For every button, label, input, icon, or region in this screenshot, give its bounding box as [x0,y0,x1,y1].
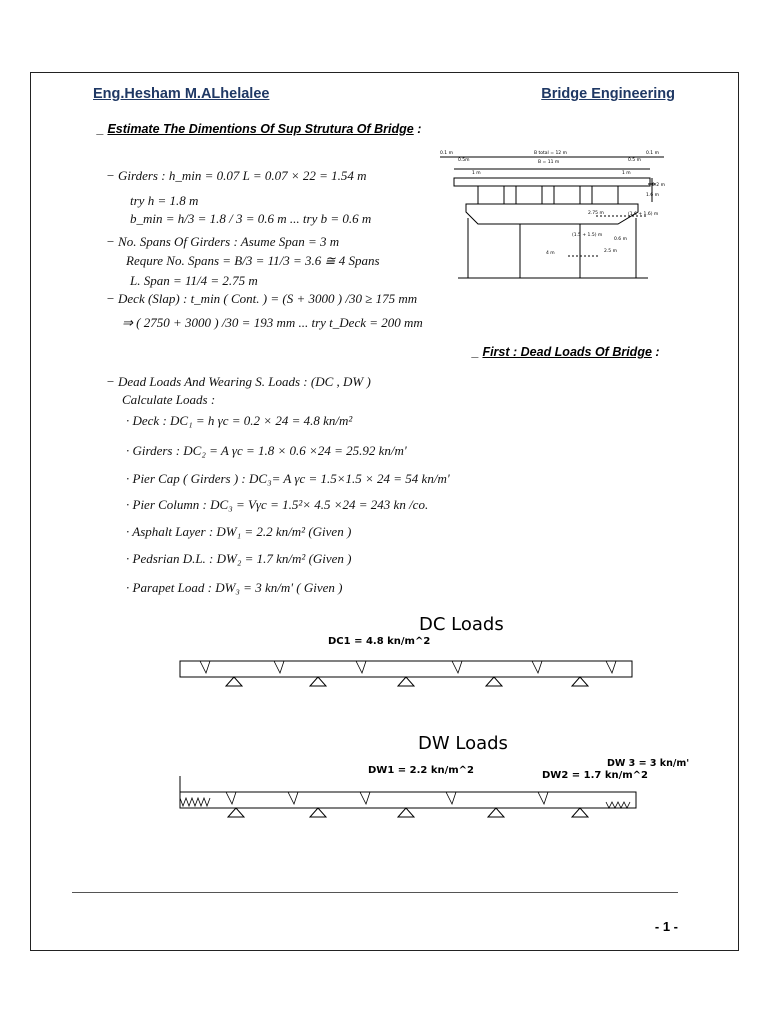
eq-calc-loads: Calculate Loads : [122,392,216,407]
eq-require-spans: Requre No. Spans = B/3 = 11/3 = 3.6 ≅ 4 Spans [126,253,380,268]
bridge-label-12: (1.5 + 1.5) m [572,233,603,238]
bridge-label-9: 1.6 m [646,193,659,198]
bridge-label-3: 0.5 m [628,158,641,163]
bridge-label-4: 0.1 m [646,151,659,156]
eq-girders-hmin: − Girders : h_min = 0.07 L = 0.07 × 22 = 1.54 m [106,168,367,183]
eq-deck-tmin: − Deck (Slap) : t_min ( Cont. ) = (S + 3000 ) /30 ≥ 175 mm [106,291,418,306]
bridge-label-0: 0.1 m [440,151,453,156]
bridge-label-14: 4 m [546,251,555,256]
bridge-label-6: 1 m [472,171,481,176]
eq-deck-try: ⇒ ( 2750 + 3000 ) /30 = 193 mm ... try t_Deck = 200 mm [122,315,423,330]
eq-try-h: try h = 1.8 m [130,193,199,208]
author-header: Eng.Hesham M.ALhelalee [93,86,270,102]
bridge-label-7: 1 m [622,171,631,176]
footer-divider [72,892,678,893]
eq-deck-dc1: · Deck : DC₁ = h γc = 0.2 × 24 = 4.8 kn/m² [126,413,353,428]
eq-asphalt: · Asphalt Layer : DW₁ = 2.2 kn/m² (Given ) [126,524,352,539]
bridge-cross-section-figure [438,146,666,280]
eq-girders-dc2: · Girders : DC₂ = A γc = 1.8 × 0.6 ×24 = 25.92 kn/m' [126,443,407,458]
dw2-label: DW2 = 1.7 kn/m^2 [542,770,649,781]
eq-pedestrian: · Pedsrian D.L. : DW₂ = 1.7 kn/m² (Given ) [126,551,352,566]
dw3-label: DW 3 = 3 kn/m' [607,758,690,769]
bridge-label-8: 0.2 m [652,183,665,188]
bridge-label-2: B total = 12 m [534,151,567,156]
dc-beam-diagram [176,655,636,691]
section2-title: _ First : Dead Loads Of Bridge : [472,345,660,359]
bridge-label-15: 2.5 m [604,249,617,254]
dc1-label: DC1 = 4.8 kn/m^2 [328,636,431,647]
dc-figure-title: DC Loads [419,614,504,635]
subject-header: Bridge Engineering [541,86,675,102]
eq-parapet: · Parapet Load : DW₃ = 3 kn/m' ( Given ) [126,580,343,595]
eq-dead-loads: − Dead Loads And Wearing S. Loads : (DC , DW ) [106,374,371,389]
dw-beam-diagram [170,772,642,822]
bridge-label-5: B = 11 m [538,160,560,165]
eq-bmin: b_min = h/3 = 1.8 / 3 = 0.6 m ... try b = 0.6 m [130,211,372,226]
eq-spans: − No. Spans Of Girders : Asume Span = 3 m [106,234,340,249]
bridge-label-11: (1.6 + 1.6) m [628,212,659,217]
section1-title: _ Estimate The Dimentions Of Sup Strutura Of Bridge : [97,122,422,136]
bridge-label-1: 0.5m [458,158,470,163]
bridge-label-10: 2.75 m [588,211,604,216]
page-number: - 1 - [654,919,678,934]
dw-figure-title: DW Loads [418,733,508,754]
eq-l-span: L. Span = 11/4 = 2.75 m [130,273,258,288]
bridge-label-13: 0.6 m [614,237,627,242]
dw1-label: DW1 = 2.2 kn/m^2 [368,765,475,776]
eq-pier-cap: · Pier Cap ( Girders ) : DC₃= A γc = 1.5×1.5 × 24 = 54 kn/m' [126,471,450,486]
eq-pier-column: · Pier Column : DC₃ = Vγc = 1.5²× 4.5 ×24 = 243 kn /co. [126,497,429,512]
